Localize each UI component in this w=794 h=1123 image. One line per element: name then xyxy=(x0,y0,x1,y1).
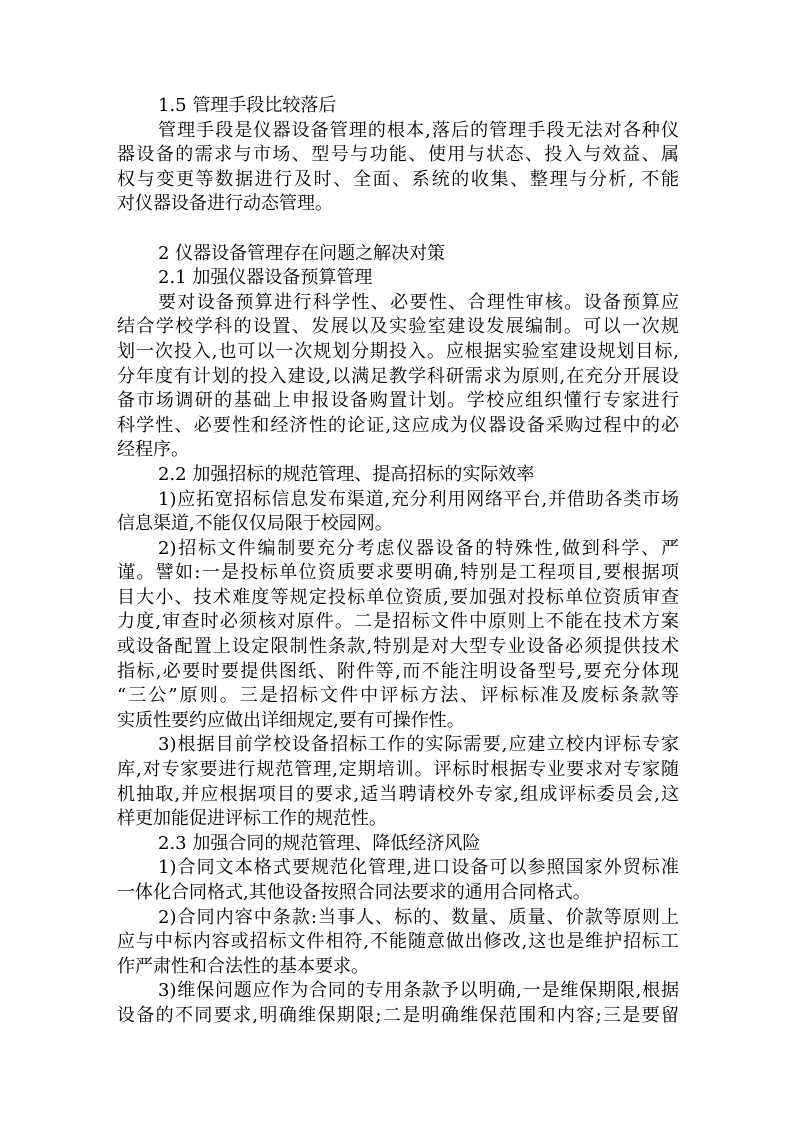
paragraph-line: 力度,审查时必须核对原件。二是招标文件中原则上不能在技术方案 xyxy=(117,611,679,633)
paragraph-line: “三公”原则。三是招标文件中评标方法、评标标准及废标条款等 xyxy=(117,685,679,707)
paragraph-line: 权与变更等数据进行及时、全面、系统的收集、整理与分析, 不能 xyxy=(117,168,679,190)
paragraph-line: 信息渠道,不能仅仅局限于校园网。 xyxy=(117,513,393,535)
paragraph-line: 一体化合同格式,其他设备按照合同法要求的通用合同格式。 xyxy=(117,882,591,903)
paragraph-line: 器设备的需求与市场、型号与功能、使用与状态、投入与效益、属 xyxy=(117,144,679,166)
paragraph-line: 实质性要约应做出详细规定,要有可操作性。 xyxy=(117,709,465,731)
paragraph-line: 2)招标文件编制要充分考虑仪器设备的特殊性,做到科学、严 xyxy=(158,537,679,559)
paragraph-line: 划一次投入,也可以一次规划分期投入。应根据实验室建设规划目标, xyxy=(117,340,679,362)
paragraph-line: 分年度有计划的投入建设,以满足教学科研需求为原则,在充分开展设 xyxy=(117,365,679,387)
paragraph-line: 设备的不同要求,明确维保期限;二是明确维保范围和内容;三是要留 xyxy=(117,1004,679,1026)
paragraph-line: 经程序。 xyxy=(117,439,189,461)
section-heading-2-3: 2.3 加强合同的规范管理、降低经济风险 xyxy=(158,832,481,854)
paragraph-line: 或设备配置上设定限制性条款,特别是对大型专业设备必须提供技术 xyxy=(117,636,679,658)
section-heading-2: 2 仪器设备管理存在问题之解决对策 xyxy=(158,242,446,264)
paragraph-line: 库,对专家要进行规范管理,定期培训。评标时根据专业要求对专家随 xyxy=(117,759,679,781)
paragraph-line: 2)合同内容中条款:当事人、标的、数量、质量、价款等原则上 xyxy=(158,906,679,928)
paragraph-line: 3)维保问题应作为合同的专用条款予以明确,一是维保期限,根据 xyxy=(158,980,679,1002)
paragraph-line: 要对设备预算进行科学性、必要性、合理性审核。设备预算应 xyxy=(158,291,679,313)
paragraph-line: 备市场调研的基础上申报设备购置计划。学校应组织懂行专家进行 xyxy=(117,390,679,412)
paragraph-line: 科学性、必要性和经济性的论证,这应成为仪器设备采购过程中的必 xyxy=(117,414,679,436)
paragraph-line: 样更加能促进评标工作的规范性。 xyxy=(117,808,387,830)
paragraph-line: 应与中标内容或招标文件相符,不能随意做出修改,这也是维护招标工 xyxy=(117,931,679,953)
paragraph-line: 目大小、技术难度等规定投标单位资质,要加强对投标单位资质审查 xyxy=(117,586,679,608)
paragraph-line: 结合学校学科的设置、发展以及实验室建设发展编制。可以一次规 xyxy=(117,316,679,338)
paragraph-line: 谨。譬如:一是投标单位资质要求要明确,特别是工程项目,要根据项 xyxy=(117,562,679,584)
paragraph-line: 作严肃性和合法性的基本要求。 xyxy=(117,955,369,977)
section-heading-1-5: 1.5 管理手段比较落后 xyxy=(158,95,337,116)
paragraph-line: 3)根据目前学校设备招标工作的实际需要,应建立校内评标专家 xyxy=(158,734,679,756)
section-heading-2-1: 2.1 加强仪器设备预算管理 xyxy=(158,267,373,289)
paragraph-line: 1)合同文本格式要规范化管理,进口设备可以参照国家外贸标准 xyxy=(158,857,679,879)
paragraph-line: 对仪器设备进行动态管理。 xyxy=(117,193,333,215)
document-page xyxy=(117,94,679,1029)
paragraph-line: 指标,必要时要提供图纸、附件等,而不能注明设备型号,要充分体现 xyxy=(117,660,679,682)
paragraph-line: 1)应拓宽招标信息发布渠道,充分利用网络平台,并借助各类市场 xyxy=(158,488,679,510)
section-heading-2-2: 2.2 加强招标的规范管理、提高招标的实际效率 xyxy=(158,463,535,485)
paragraph-line: 管理手段是仪器设备管理的根本,落后的管理手段无法对各种仪 xyxy=(158,119,679,141)
blank-line xyxy=(117,217,679,242)
paragraph-line: 机抽取,并应根据项目的要求,适当聘请校外专家,组成评标委员会,这 xyxy=(117,783,679,805)
